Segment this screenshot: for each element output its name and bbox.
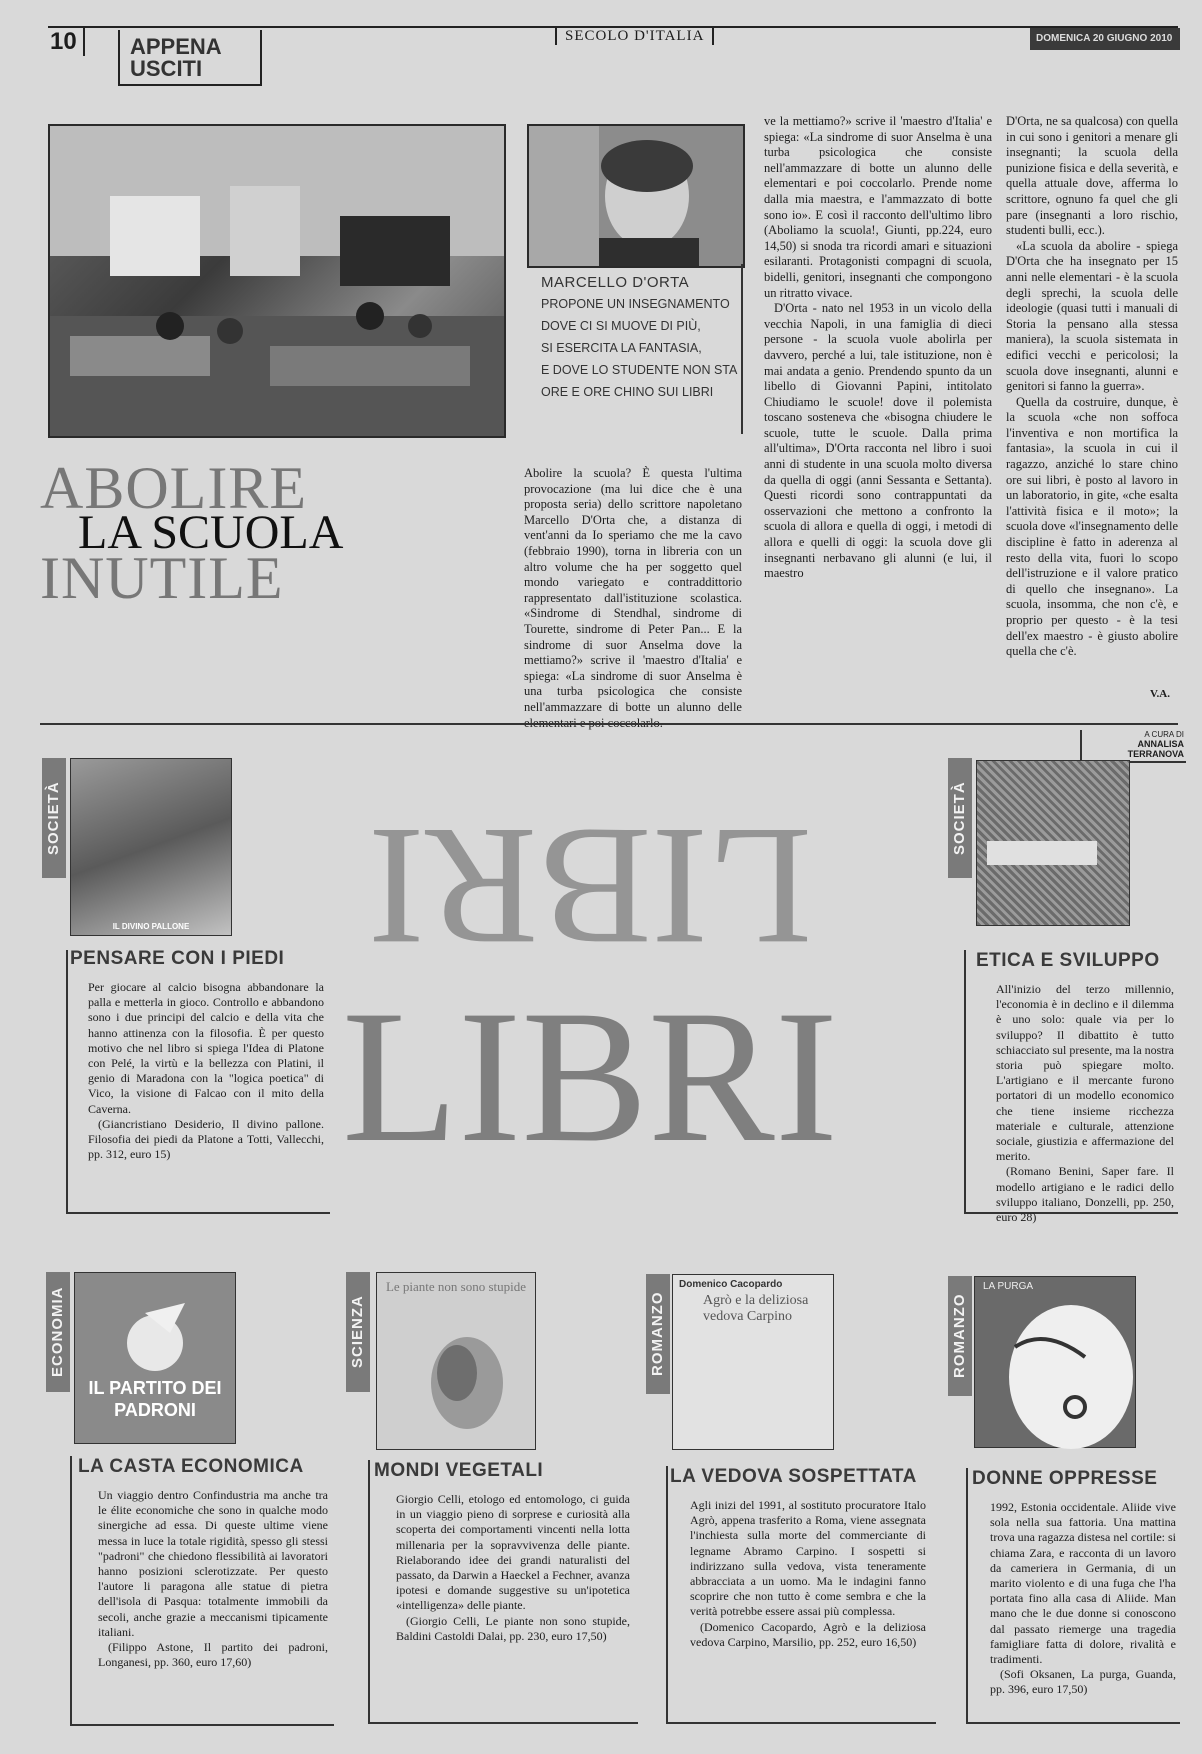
curator-box	[1080, 730, 1186, 763]
review-3-p1: Un viaggio dentro Confindustria ma anche tra le élite economiche che sono in qualche modo sinergiche ad essa. Di queste ultime viene messa in luce la totale rigidità, spesso gli stessi "padroni" che chiedono flessibilità ai lavoratori hanno posizioni sclerotizzate. Per questo l'autore li paragona alle statue di pietra dell'isola di Pasqua: totalmente immobili da secoli, anche grazie a meccanismi tipicamente italiani.	[98, 1488, 328, 1639]
review-title-4: MONDI VEGETALI	[374, 1460, 544, 1481]
review-1-p2: (Giancristiano Desiderio, Il divino pallone. Filosofia dei piedi da Platone a Totti, Vallecchi, pp. 312, euro 15)	[88, 1116, 324, 1162]
category-tab-1: SOCIETÀ	[42, 758, 66, 878]
cover-3	[74, 1272, 236, 1444]
review-text-1	[88, 980, 324, 1208]
review-1-p1: Per giocare al calcio bisogna abbandonare la palla e metterla in gioco. Controllo e abbandono sono i due principi del calcio e della vita che hanno attinenza con la filosofia. È per questo motivo che nel libro si spiega l'Idea di Platone con Pelé, la virtù e la bellezza con Platini, il genio di Maradona con la "logica poetica" di Vico, la visione di Falcao con il mito della Caverna.	[88, 980, 324, 1116]
section-label	[118, 30, 262, 86]
review-6-p1: 1992, Estonia occidentale. Aliide vive sola nella sua fattoria. Una mattina trova una ragazza distesa nel cortile: si chiama Zara, e racconta di un lavoro da cameriera in Germania, di un marito violento e di una fuga che l'ha portata fino alla casa di Aliide. Man mano che le due donne si conoscono dal passato riemerge una tragedia famigliare fatta di dolore, rivalità e tradimenti.	[990, 1500, 1176, 1667]
section-label-line2: USCITI	[130, 56, 203, 81]
cover-1-text: IL DIVINO PALLONE	[112, 922, 190, 931]
cover-1	[70, 758, 232, 936]
date-text: DOMENICA 20 GIUGNO 2010	[1036, 33, 1173, 44]
review-5-p1: Agli inizi del 1991, al sostituto procuratore Italo Agrò, appena trasferito a Roma, viene assegnata l'inchiesta sulla morte del commerciante di legname Abramo Carpino. I sospetti si indirizzano sulla vedova, vista teneramente abbracciata a un uomo. Ma le indagini fanno scoprire che non tutto è come sembra e che la verità potrebbe essere assai più complessa.	[690, 1498, 926, 1619]
caption-line-5: ORE E ORE CHINO SUI LIBRI	[541, 385, 714, 399]
section-divider	[40, 723, 1178, 725]
article-col3-p1: D'Orta, ne sa qualcosa) con quella in cui sono i genitori a menare gli insegnanti; la scuola della punizione fisica e della severità, e quella attuale dove, afferma lo scrittore, ognuno fa quel che gli pare (insegnanti a loro rischio, studenti bulli, ecc.).	[1006, 114, 1178, 238]
headline-line1: ABOLIRE	[40, 455, 307, 521]
curator-name: ANNALISA TERRANOVA	[1127, 739, 1184, 759]
curator-label: A CURA DI	[1144, 730, 1184, 739]
review-title-5: LA VEDOVA SOSPETTATA	[670, 1466, 917, 1487]
caption-line-3: SI ESERCITA LA FANTASIA,	[541, 341, 702, 355]
caption-name: MARCELLO D'ORTA	[541, 274, 690, 291]
cover-6-text: LA PURGA	[983, 1281, 1034, 1292]
article-signature: V.A.	[1150, 688, 1170, 700]
cover-6-face-icon	[975, 1277, 1135, 1447]
article-col2-p2: D'Orta - nato nel 1953 in un vicolo della vecchia Napoli, in una famiglia di dieci persone - la scuola vuole abolirla per davvero, perché a lui, tale istituzione, non è mai andata a genio. Prendendo spunto da un libello di Giovanni Papini, intitolato Chiudiamo le scuole! dove il polemista toscano sosteneva che «bisogna chiudere le scuole, tutte le scuole. Dalla prima all'ultima», D'Orta racconta nel libro i suoi anni di studente in una scuola molto diversa da quella di oggi (anni Sessanta e Settanta). Questi ricordi sono contrappuntati da osservazioni che mettono a confronto la scuola di allora e quella di oggi, i metodi di allora e quelli di oggi: la scuola dove gli insegnanti nerbavano gli alunni (e lui, il maestro	[764, 301, 992, 581]
review-title-6: DONNE OPPRESSE	[972, 1468, 1158, 1489]
review-title-1: PENSARE CON I PIEDI	[70, 948, 285, 969]
cover-5-text: Agrò e la deliziosa vedova Carpino	[703, 1293, 809, 1324]
category-tab-3: ECONOMIA	[46, 1272, 70, 1392]
article-column-3	[1006, 114, 1178, 684]
page-number: 10	[50, 28, 85, 56]
article-col3-p3: Quella da costruire, dunque, è la scuola «che non soffoca l'inventiva e non mortifica la fantasia», la scuola in cui il ragazzo, anziché lo stare chino ore sui libri, è posto al lavoro in un laboratorio, in gite, «che esalta l'attività fisica e il moto»; la scuola dove «l'insegnamento delle discipline è fatto in aderenza al resto della vita, fuori lo scopo dell'istruzione e il valore pratico di quello che insegnano». La scuola, insomma, che non c'è, e proprio per questo - è la tesi dell'ex maestro - è giusto abolire quella che c'è.	[1006, 394, 1178, 659]
cover-2	[976, 760, 1130, 926]
caption-line-2: DOVE CI SI MUOVE DI PIÙ,	[541, 319, 701, 333]
headline-line3: INUTILE	[40, 545, 284, 611]
libri-logo-text: LIBRI	[341, 972, 839, 1182]
article-col1-p1: Abolire la scuola? È questa l'ultima provocazione (ma lui dice che è una proposta seria) dello scrittore napoletano Marcello D'Orta che, a distanza di vent'anni da Io speriamo che me la cavo (febbraio 1990), torna in libreria con un altro volume che ha per soggetto quel mondo variegato e contraddittorio rappresentato dall'istituzione scolastica. «Sindrome di Stendhal, sindrome di Tourette, sindrome di Peter Pan... E la sindrome di suor Anselma dove la mettiamo?» scrive il 'maestro d'Italia' e spiega: «La sindrome di suor Anselma è una turba psicologica che consiste nell'ammazzare di botte un alunno delle	[524, 466, 742, 714]
author-photo-image	[529, 126, 743, 266]
caption-line-4: E DOVE LO STUDENTE NON STA	[541, 363, 738, 377]
article-col2-p1: ve la mettiamo?» scrive il 'maestro d'Italia' e spiega: «La sindrome di suor Anselma è una turba psicologica che consiste nell'ammazzare di botte un alunno delle elementari e poi coccolarlo. Prende nome dalla mia maestra, e l'ammazzato di botte sono io». E così il racconto dell'ultimo libro (Aboliamo la scuola!, Giunti, pp.224, euro 14,50) si snoda tra ricordi amari e situazioni esilaranti. Protagonisti compagni di scuola, bidelli, genitori, insegnanti che compongono un ritratto vivace.	[764, 114, 992, 300]
libri-logo	[341, 760, 839, 1200]
category-tab-4: SCIENZA	[346, 1272, 370, 1392]
cover-4-plant-icon	[377, 1273, 535, 1449]
article-column-1	[524, 466, 742, 714]
svg-text:LIBRI: LIBRI	[368, 793, 812, 981]
review-4-p1: Giorgio Celli, etologo ed entomologo, ci guida in un viaggio pieno di sorprese e curiosità alla scoperta dei comportamenti vincenti nella lotta millenaria per la sopravvivenza delle piante. Rielaborando idee dei grandi naturalisti del passato, da Darwin a Haeckel a Fechner, avanza ipotesi e domande suggestive su un'ipotetica «intelligenza» delle piante.	[396, 1492, 630, 1613]
category-tab-5: ROMANZO	[646, 1274, 670, 1394]
review-2-p2: (Romano Benini, Saper fare. Il modello artigiano e le radici dello sviluppo italiano, Donzelli, pp. 250, euro 28)	[996, 1164, 1174, 1225]
category-tab-2: SOCIETÀ	[948, 758, 972, 878]
cover-4-text: Le piante non sono stupide	[385, 1279, 527, 1294]
review-6-p2: (Sofi Oksanen, La purga, Guanda, pp. 396, euro 17,50)	[990, 1667, 1176, 1697]
category-tab-6: ROMANZO	[948, 1276, 972, 1396]
review-2-p1: All'inizio del terzo millennio, l'economia è in declino e il dilemma è uno solo: quale via per lo sviluppo? Il dibattito è tutto schiacciato sul presente, ma la nostra storia può spiegare molto. L'artigiano e il mercante furono portatori di un modello economico che tiene insieme ricchezza materiale e culturale, attenzione sociale, giustizia e affermazione del merito.	[996, 982, 1174, 1164]
cover-3-text: IL PARTITO DEI PADRONI	[88, 1378, 222, 1420]
caption-line-1: PROPONE UN INSEGNAMENTO	[541, 297, 730, 311]
review-text-5	[690, 1498, 926, 1718]
cover-5-author: Domenico Cacopardo	[679, 1279, 783, 1290]
classroom-photo	[48, 124, 506, 438]
review-3-p2: (Filippo Astone, Il partito dei padroni, Longanesi, pp. 360, euro 17,60)	[98, 1640, 328, 1670]
cover-5	[672, 1274, 834, 1450]
date-bar	[1030, 28, 1180, 50]
review-title-3: LA CASTA ECONOMICA	[78, 1456, 304, 1477]
article-column-2	[764, 114, 992, 692]
cover-6	[974, 1276, 1136, 1448]
review-text-6	[990, 1500, 1176, 1718]
review-5-p2: (Domenico Cacopardo, Agrò e la deliziosa vedova Carpino, Marsilio, pp. 252, euro 16,50)	[690, 1619, 926, 1649]
author-photo	[527, 124, 745, 268]
review-4-p2: (Giorgio Celli, Le piante non sono stupide, Baldini Castoldi Dalai, pp. 230, euro 17,50)	[396, 1613, 630, 1643]
review-text-4	[396, 1492, 630, 1718]
review-title-2: ETICA E SVILUPPO	[976, 950, 1160, 971]
headline-line2: LA SCUOLA	[78, 506, 344, 559]
paper-name: SECOLO D'ITALIA	[555, 28, 714, 45]
caption-box	[527, 264, 743, 434]
cover-2-band	[987, 841, 1097, 865]
review-text-3	[98, 1488, 328, 1720]
cover-4	[376, 1272, 536, 1450]
classroom-photo-image	[50, 126, 504, 436]
review-text-2	[996, 982, 1174, 1225]
article-col3-p2: «La scuola da abolire - spiega D'Orta che ha insegnato per 15 anni nelle elementari - è la scuola degli sprechi, la scuola delle ideologie (quasi tutti i manuali di Storia la pensano alla stessa maniera), la scuola sistemata in edifici vecchi e pericolosi; la scuola dove insegnanti, alunni e genitori si fanno la guerra».	[1006, 238, 1178, 394]
section-label-line1: APPENA	[130, 34, 222, 59]
